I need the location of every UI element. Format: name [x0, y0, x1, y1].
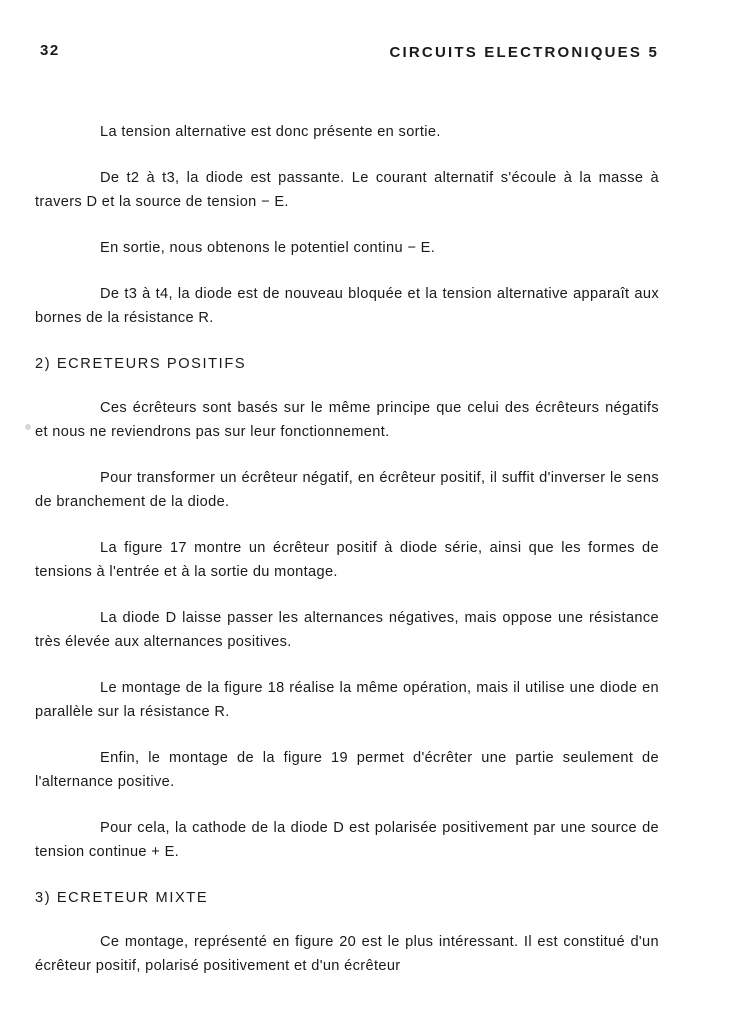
paragraph-1: La tension alternative est donc présente en sortie. [100, 124, 441, 140]
paragraph-7: La figure 17 montre un écrêteur positif à diode série, ainsi que les formes de tensions à l'entrée et à la sortie du montage. [35, 540, 659, 580]
page-number: 32 [40, 42, 60, 59]
running-title: CIRCUITS ELECTRONIQUES 5 [389, 44, 659, 61]
paragraph-4: De t3 à t4, la diode est de nouveau bloquée et la tension alternative apparaît aux bornes de la résistance R. [35, 286, 659, 326]
scan-mark [25, 424, 31, 430]
paragraph-5: Ces écrêteurs sont basés sur le même principe que celui des écrêteurs négatifs et nous ne reviendrons pas sur leur fonctionnement. [35, 400, 659, 440]
paragraph-12: Ce montage, représenté en figure 20 est le plus intéressant. Il est constitué d'un écrêteur positif, polarisé positivement et d'un écrêteur [35, 934, 659, 974]
section-heading-ecreteur-mixte: 3) ECRETEUR MIXTE [35, 890, 209, 906]
paragraph-9: Le montage de la figure 18 réalise la même opération, mais il utilise une diode en parallèle sur la résistance R. [35, 680, 659, 720]
paragraph-3: En sortie, nous obtenons le potentiel continu − E. [100, 240, 436, 256]
page-body [35, 120, 659, 1000]
section-heading-ecreteurs-positifs: 2) ECRETEURS POSITIFS [35, 356, 247, 372]
paragraph-8: La diode D laisse passer les alternances négatives, mais oppose une résistance très élevée aux alternances positives. [35, 610, 659, 650]
paragraph-6: Pour transformer un écrêteur négatif, en écrêteur positif, il suffit d'inverser le sens de branchement de la diode. [35, 470, 659, 510]
paragraph-2: De t2 à t3, la diode est passante. Le courant alternatif s'écoule à la masse à travers D et la source de tension − E. [35, 170, 659, 210]
paragraph-11: Pour cela, la cathode de la diode D est polarisée positivement par une source de tension continue + E. [35, 820, 659, 860]
page-header [40, 42, 659, 66]
paragraph-10: Enfin, le montage de la figure 19 permet d'écrêter une partie seulement de l'alternance positive. [35, 750, 659, 790]
